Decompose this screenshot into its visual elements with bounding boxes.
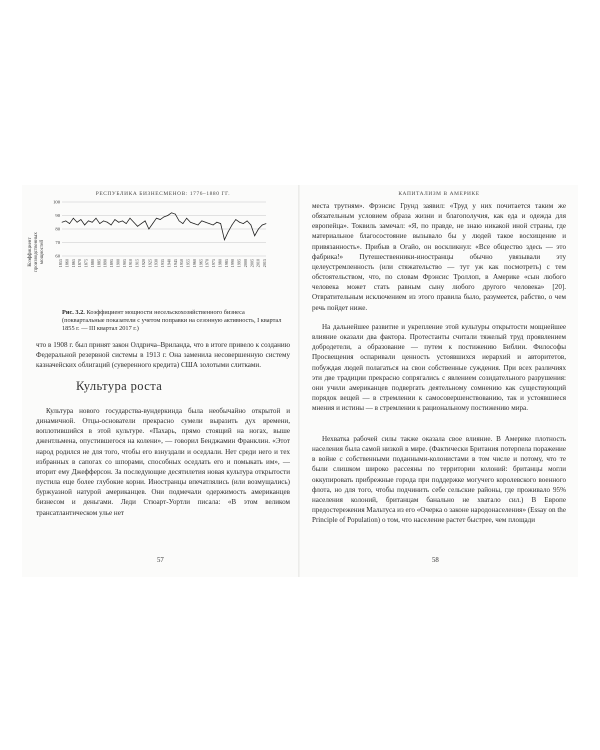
page-gutter xyxy=(298,185,300,577)
x-tick-label: 2015 xyxy=(262,259,267,268)
figure-caption xyxy=(62,309,288,334)
data-point xyxy=(92,222,93,223)
x-tick-label: 2005 xyxy=(249,259,255,268)
x-tick-label: 2010 xyxy=(255,259,261,268)
x-tick-label: 1960 xyxy=(191,259,197,268)
data-point xyxy=(73,218,74,219)
x-tick-label: 1860 xyxy=(64,259,70,268)
x-tick-label: 1985 xyxy=(223,259,229,268)
figure-chart xyxy=(28,199,268,298)
x-tick-label: 1925 xyxy=(147,259,153,268)
x-tick-label: 1880 xyxy=(89,259,95,268)
x-tick-label: 1980 xyxy=(217,259,223,268)
y-tick-label: 90 xyxy=(55,213,60,219)
data-point xyxy=(145,221,146,222)
data-point xyxy=(111,225,112,226)
page-number-left: 57 xyxy=(157,557,164,564)
data-point xyxy=(258,229,259,230)
data-point xyxy=(126,223,127,224)
data-point xyxy=(88,221,89,222)
x-tick-label: 1990 xyxy=(230,259,236,268)
figure-label: Рис. 3.2. xyxy=(62,309,85,316)
data-point xyxy=(213,225,214,226)
paragraph-text: что в 1908 г. был принят закон Олдрича–Вриланда, что в итоге привело к созданию Федеральной резервной системы в 1913 г. Она заменила несовершенную систему казначейских облигаций (суверенного кредита) США золотыми слитками. xyxy=(36,341,290,370)
data-point xyxy=(235,219,236,220)
data-point xyxy=(65,221,66,222)
y-tick-label: 80 xyxy=(55,226,60,232)
x-tick-label: 1865 xyxy=(70,259,76,268)
x-tick-label: 1910 xyxy=(128,259,134,268)
data-point xyxy=(107,222,108,223)
section-title: Культура роста xyxy=(76,379,163,393)
data-point xyxy=(160,219,161,220)
data-point xyxy=(99,223,100,224)
data-point xyxy=(103,221,104,222)
data-point xyxy=(141,223,142,224)
paragraph-text: На дальнейшее развитие и укрепление этой культуры открытости мощнейшее влияние оказали два фактора. Протестанты считали тяжелый труд проявлением добродетели, а образование — путем к постижению Библии. Философы Просвещения оспаривали ценность устоявшихся иерархий и авторитетов, побуждая людей полагаться на свои собственные суждения. При всех различиях эти две традиции прекрасно сопрягались с явлением созидательного разрушения: они учили американцев подвергать деятельному сомнению как существующий порядок вещей — в стремлении к самосовершенствованию, так и устоявшиеся мнения и истины — в стремлении к рациональному постижению мира. xyxy=(312,323,566,413)
data-point xyxy=(175,214,176,215)
x-tick-label: 1855 xyxy=(58,259,63,268)
data-point xyxy=(251,225,252,226)
data-point xyxy=(84,225,85,226)
data-point xyxy=(152,223,153,224)
data-point xyxy=(149,229,150,230)
right-paragraph-3 xyxy=(312,434,566,525)
data-point xyxy=(122,221,123,222)
paragraph-text: Нехватка рабочей силы также оказала свое влияние. В Америке плотность населения была самой низкой в мире. (Фактически Британия потерпела поражение в войне с собственными поданными-колонистами в том числе и потому, что те были слишком широко рассеяны по территории колоний: британцы могли оккупировать прибрежные города при поддержке могучего королевского военного флота, но для того, чтобы подчинить себе сельские районы, где проживало 95% населения колоний, британцам банально не хватало сил.) В Европе предостережения Мальтуса из его «Очерка о законе народонаселения» (Essay on the Principle of Population) о том, что население растет быстрее, чем площади xyxy=(312,435,566,525)
data-point xyxy=(77,222,78,223)
data-point xyxy=(198,225,199,226)
paragraph-text: Культура нового государства-вундеркинда была необычайно открытой и динамичной. Отцы-основатели прекрасно сумели выразить дух времени, воплотившийся в этой культуре. «Пахарь, прямо стоящий на ногах, выше джентльмена, опустившегося на колени», — говорил Бенджамин Франклин. «Этот народ родился не для того, чтобы его взнуздали и оседлали. Нет среди него и тех избранных в сапогах со шпорами, способных оседлать его и помыкать им», — вторит ему Джефферсон. За последующие десятилетия новая культура открытости пустила еще более глубокие корни. Иностранцы впечатлялись (или возмущались) буржуазной натурой американцев. Они подмечали одержимость американцев бизнесом и деньгами. Леди Стюарт-Уортли писала: «В этом великом трансатлантическом улье нет xyxy=(36,407,290,517)
x-tick-label: 1945 xyxy=(172,259,178,268)
data-point xyxy=(243,223,244,224)
x-tick-label: 1940 xyxy=(166,259,172,268)
figure-caption-text: Коэффициент мощности несельскохозяйственного бизнеса (покваpтальные показатели с учетом поправки на сезонную активность, I квартал 1855 г. — III квартал 2017 г.) xyxy=(62,309,282,333)
data-point xyxy=(171,212,172,213)
data-point xyxy=(217,222,218,223)
x-tick-label: 1875 xyxy=(83,259,89,268)
paragraph-text: места трутням». Фрэнсис Грунд заявил: «Труд у них почитается таким же обязательным условием образа жизни и благополучия, как еда и одежда для европейца». Токвиль замечал: «Я, по правде, не знаю никакой иной страны, где материальное благосостояние вызывало бы у людей такое восхищение и привязанность». Прибыв в Огайо, он воскликнул: «Все общество здесь — это фабрика!» Путешественники-иностранцы обычно увязывали эту целеустремленность (или стяжательство — тут уж как посмотреть) с тем обстоятельством, что, по словам Фрэнсис Троллоп, в Америке «сын любого человека может стать равным сыну любого другого человека» [20]. Отвратительным исключением из этого правила было, разумеется, рабство, о чем речь пойдет ниже. xyxy=(312,202,566,312)
data-point xyxy=(194,223,195,224)
running-head-left: РЕСПУБЛИКА БИЗНЕСМЕНОВ: 1776–1880 ГГ. xyxy=(95,191,231,197)
data-point xyxy=(118,222,119,223)
data-point xyxy=(115,219,116,220)
data-point xyxy=(239,222,240,223)
data-point xyxy=(130,218,131,219)
x-tick-label: 1905 xyxy=(121,259,127,268)
x-tick-label: 1930 xyxy=(153,259,159,268)
x-tick-label: 1920 xyxy=(140,259,146,268)
left-paragraph-1 xyxy=(36,340,290,370)
data-point xyxy=(220,223,221,224)
x-tick-label: 1885 xyxy=(96,259,102,268)
right-page xyxy=(302,185,578,577)
data-point xyxy=(96,218,97,219)
left-page xyxy=(22,185,300,577)
x-tick-label: 1890 xyxy=(102,259,108,268)
data-point xyxy=(209,223,210,224)
data-point xyxy=(62,222,63,223)
x-tick-label: 1955 xyxy=(185,259,191,268)
data-point xyxy=(228,231,229,232)
x-tick-label: 1970 xyxy=(204,259,210,268)
x-tick-label: 1870 xyxy=(77,259,83,268)
data-point xyxy=(201,221,202,222)
x-tick-label: 1895 xyxy=(109,259,114,268)
capacity-line-chart xyxy=(32,199,268,298)
data-point xyxy=(183,223,184,224)
x-tick-label: 1935 xyxy=(160,259,165,268)
data-point xyxy=(179,221,180,222)
y-tick-label: 100 xyxy=(53,199,60,205)
book-spread xyxy=(22,185,578,577)
x-tick-label: 1965 xyxy=(198,259,204,268)
data-point xyxy=(266,223,267,224)
data-point xyxy=(81,219,82,220)
page-number-right: 58 xyxy=(432,557,439,564)
data-point xyxy=(133,222,134,223)
x-tick-label: 1975 xyxy=(211,259,216,268)
x-tick-label: 1900 xyxy=(115,259,121,268)
data-point xyxy=(232,225,233,226)
data-point xyxy=(254,235,255,236)
data-point xyxy=(224,239,225,240)
y-tick-label: 70 xyxy=(55,240,60,246)
x-tick-label: 1950 xyxy=(179,259,185,268)
right-paragraph-2 xyxy=(312,322,566,413)
data-point xyxy=(262,225,263,226)
data-point xyxy=(247,221,248,222)
data-point xyxy=(137,226,138,227)
running-head-right: КАПИТАЛИЗМ В АМЕРИКЕ xyxy=(398,191,480,197)
data-point xyxy=(164,217,165,218)
x-tick-label: 1915 xyxy=(134,259,140,268)
data-point xyxy=(69,223,70,224)
data-point xyxy=(167,215,168,216)
x-tick-label: 1995 xyxy=(236,259,242,268)
data-point xyxy=(190,222,191,223)
data-point xyxy=(186,218,187,219)
right-paragraph-1 xyxy=(312,201,566,313)
y-tick-label: 60 xyxy=(55,253,60,259)
chart-ylabel: Коэффициент производственных мощностей xyxy=(28,232,45,272)
left-paragraph-2 xyxy=(36,406,290,518)
x-tick-label: 2000 xyxy=(242,259,248,268)
data-point xyxy=(205,222,206,223)
data-point xyxy=(156,218,157,219)
